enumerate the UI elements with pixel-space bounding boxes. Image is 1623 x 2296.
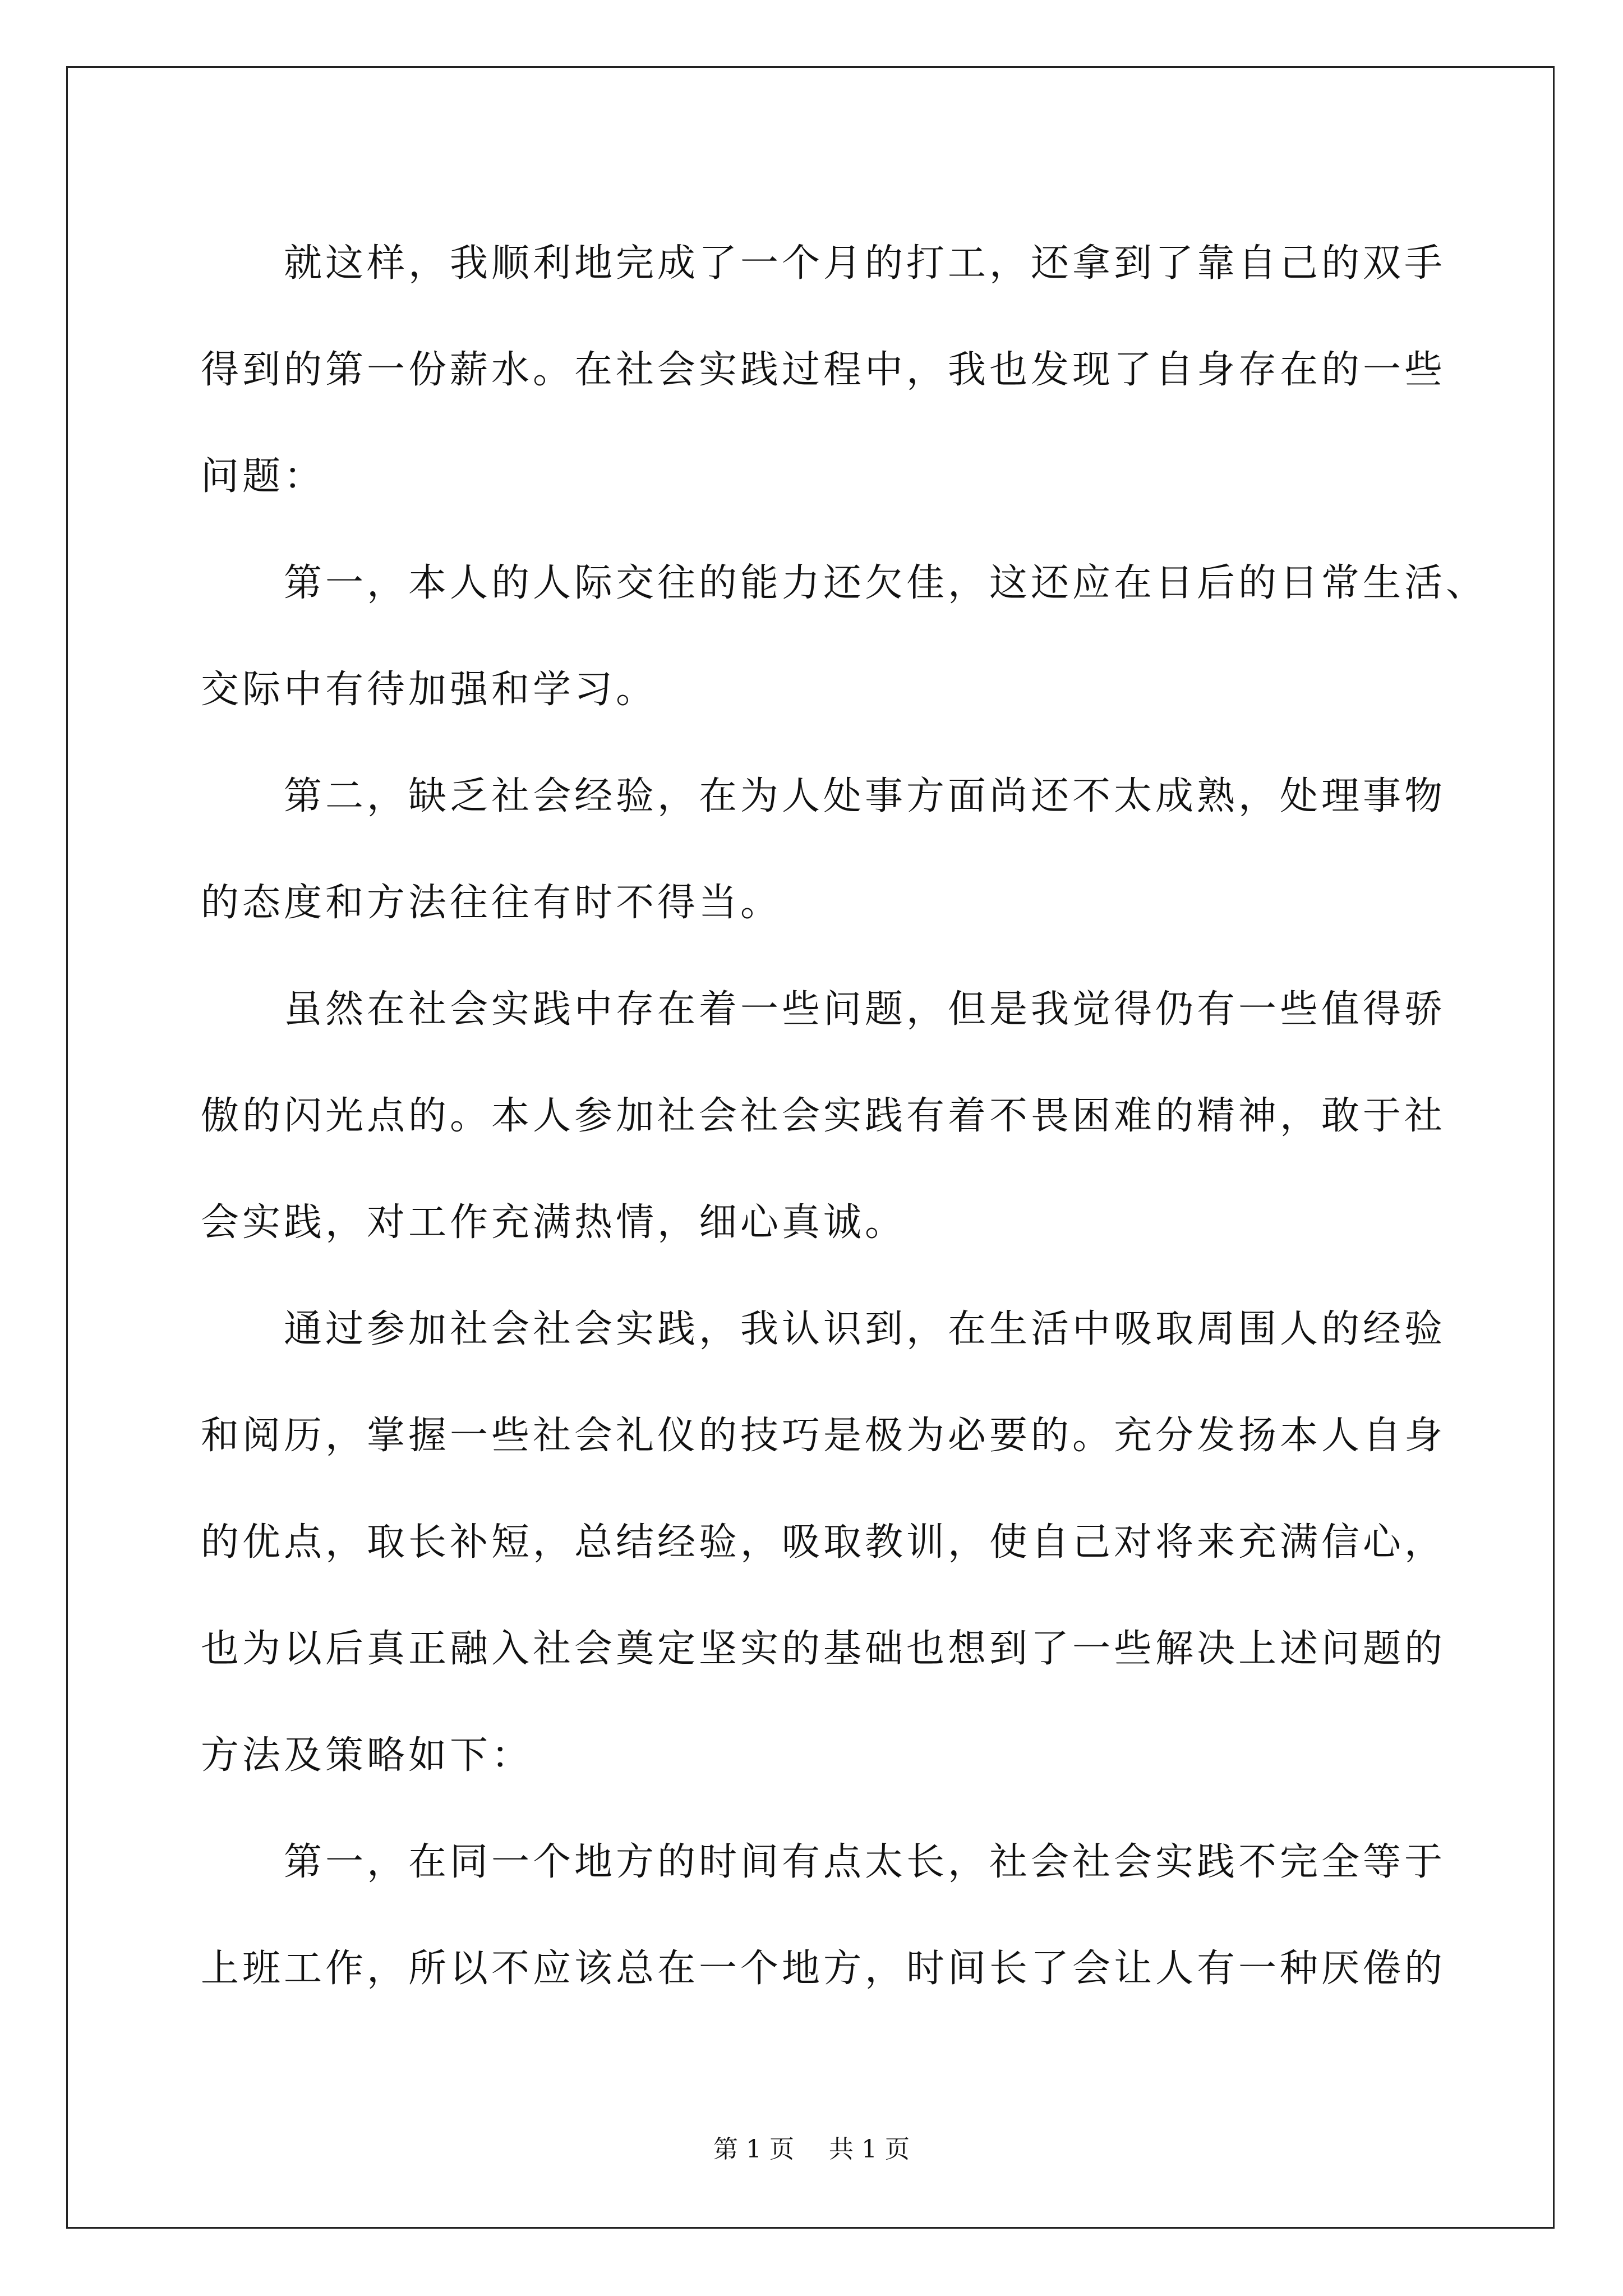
paragraph-line: 第二，缺乏社会经验，在为人处事方面尚还不太成熟，处理事物 <box>284 774 1446 818</box>
document-body <box>201 210 1488 2022</box>
paragraph-line: 交际中有待加强和学习。 <box>201 668 658 712</box>
paragraph-line: 第一，在同一个地方的时间有点太长，社会社会实践不完全等于 <box>284 1840 1446 1884</box>
paragraph-line: 虽然在社会实践中存在着一些问题，但是我觉得仍有一些值得骄 <box>284 987 1446 1032</box>
paragraph-line: 和阅历，掌握一些社会礼仪的技巧是极为必要的。充分发扬本人自身 <box>201 1414 1446 1458</box>
paragraph-line: 傲的闪光点的。本人参加社会社会实践有着不畏困难的精神，敢于社 <box>201 1094 1446 1138</box>
paragraph-line: 第一，本人的人际交往的能力还欠佳，这还应在日后的日常生活、 <box>284 561 1488 605</box>
paragraph-line: 方法及策略如下： <box>201 1733 533 1778</box>
paragraph-line: 问题： <box>201 454 326 499</box>
paragraph-line: 的态度和方法往往有时不得当。 <box>201 881 782 925</box>
paragraph-line: 会实践，对工作充满热情，细心真诚。 <box>201 1200 907 1245</box>
page-number: 第 1 页 <box>713 2135 794 2164</box>
paragraph-line: 的优点，取长补短，总结经验，吸取教训，使自己对将来充满信心， <box>201 1520 1446 1565</box>
paragraph-line: 就这样，我顺利地完成了一个月的打工，还拿到了靠自己的双手 <box>284 241 1446 286</box>
page-total: 共 1 页 <box>829 2135 910 2164</box>
page-footer <box>0 2129 1623 2165</box>
paragraph-line: 也为以后真正融入社会奠定坚实的基础也想到了一些解决上述问题的 <box>201 1627 1446 1671</box>
paragraph-line: 得到的第一份薪水。在社会实践过程中，我也发现了自身存在的一些 <box>201 348 1446 392</box>
paragraph-line: 上班工作，所以不应该总在一个地方，时间长了会让人有一种厌倦的 <box>201 1947 1446 1991</box>
paragraph-line: 通过参加社会社会实践，我认识到，在生活中吸取周围人的经验 <box>284 1307 1446 1351</box>
